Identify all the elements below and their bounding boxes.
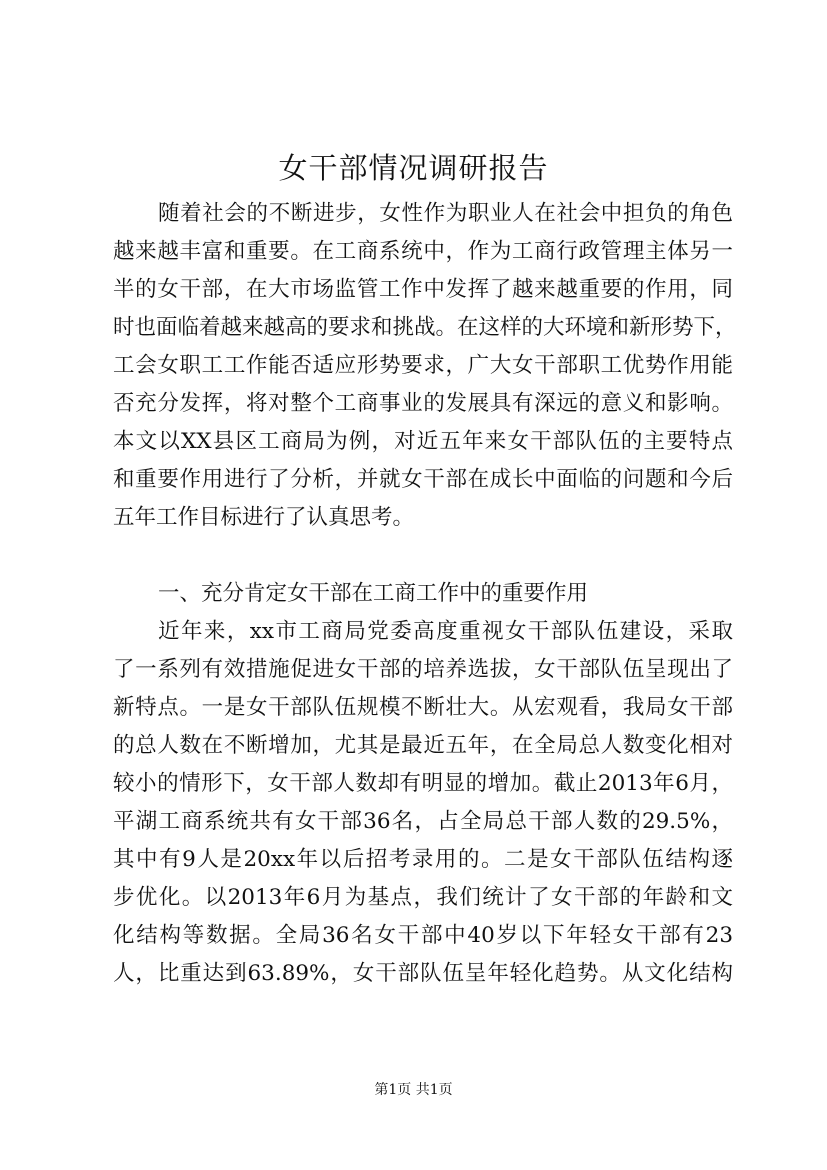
page-number-footer: 第1页 共1页 xyxy=(374,1082,453,1098)
paragraph-line: 和重要作用进行了分析，并就女干部在成长中面临的问题和今后 xyxy=(113,467,733,492)
section-heading: 一、充分肯定女干部在工商工作中的重要作用 xyxy=(158,581,589,606)
paragraph-line: 平湖工商系统共有女干部36名，占全局总干部人数的29.5%， xyxy=(113,809,733,834)
paragraph-line: 了一系列有效措施促进女干部的培养选拔，女干部队伍呈现出了 xyxy=(113,657,733,682)
paragraph-line: 近年来，xx市工商局党委高度重视女干部队伍建设，采取 xyxy=(158,619,733,644)
paragraph-line: 的总人数在不断增加，尤其是最近五年，在全局总人数变化相对 xyxy=(113,733,733,758)
paragraph-line: 化结构等数据。全局36名女干部中40岁以下年轻女干部有23 xyxy=(113,923,733,948)
paragraph-line: 新特点。一是女干部队伍规模不断壮大。从宏观看，我局女干部 xyxy=(113,695,733,720)
paragraph-line: 越来越丰富和重要。在工商系统中，作为工商行政管理主体另一 xyxy=(113,239,733,264)
paragraph-line: 半的女干部，在大市场监管工作中发挥了越来越重要的作用，同 xyxy=(113,277,733,302)
paragraph-line: 较小的情形下，女干部人数却有明显的增加。截止2013年6月， xyxy=(113,771,733,796)
paragraph-line: 否充分发挥，将对整个工商事业的发展具有深远的意义和影响。 xyxy=(113,391,733,416)
paragraph-line: 本文以XX县区工商局为例，对近五年来女干部队伍的主要特点 xyxy=(113,429,733,454)
paragraph-line: 五年工作目标进行了认真思考。 xyxy=(113,505,415,530)
paragraph-line: 人，比重达到63.89%，女干部队伍呈年轻化趋势。从文化结构 xyxy=(113,961,733,986)
paragraph-line: 时也面临着越来越高的要求和挑战。在这样的大环境和新形势下， xyxy=(113,315,737,340)
paragraph-line: 其中有9人是20xx年以后招考录用的。二是女干部队伍结构逐 xyxy=(113,847,733,872)
paragraph-line: 步优化。以2013年6月为基点，我们统计了女干部的年龄和文 xyxy=(113,885,733,910)
paragraph-line: 随着社会的不断进步，女性作为职业人在社会中担负的角色 xyxy=(158,201,733,226)
paragraph-line: 工会女职工工作能否适应形势要求，广大女干部职工优势作用能 xyxy=(113,353,733,378)
document-title: 女干部情况调研报告 xyxy=(278,151,549,185)
